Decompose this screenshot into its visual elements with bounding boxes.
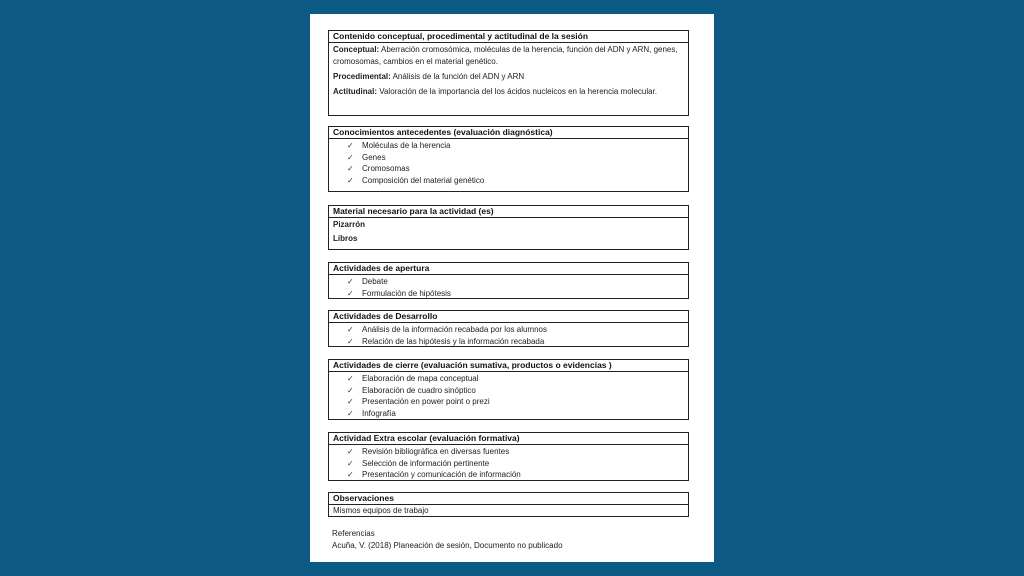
apertura-section bbox=[328, 262, 689, 299]
checkmark-icon: ✓ bbox=[347, 397, 354, 407]
checkmark-icon: ✓ bbox=[347, 164, 354, 174]
list-item: ✓ Elaboración de cuadro sinóptico bbox=[347, 385, 476, 395]
list-item: ✓ Presentación y comunicación de información bbox=[347, 470, 521, 480]
list-item: ✓ Genes bbox=[347, 152, 386, 162]
list-item: ✓ Elaboración de mapa conceptual bbox=[347, 374, 479, 383]
antecedentes-header: Conocimientos antecedentes (evaluación diagnóstica) bbox=[329, 127, 688, 139]
list-item: ✓ Composición del material genético bbox=[347, 175, 485, 185]
observaciones-text: Mismos equipos de trabajo bbox=[333, 506, 429, 515]
list-item: ✓ Moléculas de la herencia bbox=[347, 141, 451, 150]
contenido-header: Contenido conceptual, procedimental y actitudinal de la sesión bbox=[329, 31, 688, 43]
checkmark-icon: ✓ bbox=[347, 175, 354, 185]
desarrollo-section bbox=[328, 310, 689, 347]
references bbox=[332, 528, 563, 552]
list-item: ✓ Análisis de la información recabada por los alumnos bbox=[347, 325, 547, 334]
references-citation: Acuña, V. (2018) Planeación de sesión, Documento no publicado bbox=[332, 541, 563, 550]
contenido-section bbox=[328, 30, 689, 116]
list-item: ✓ Debate bbox=[347, 277, 388, 286]
list-item: ✓ Presentación en power point o prezi bbox=[347, 397, 490, 407]
material-item: Libros bbox=[333, 234, 358, 243]
list-item: ✓ Cromosomas bbox=[347, 164, 410, 174]
material-item: Pizarrón bbox=[333, 220, 366, 229]
procedimental-text: Análisis de la función del ADN y ARN bbox=[390, 72, 525, 81]
list-item: ✓ Selección de información pertinente bbox=[347, 458, 490, 468]
conceptual-text: Aberración cromosómica, moléculas de la herencia, función del ADN y ARN, genes, cromosomas, cambios en el material genético. bbox=[333, 45, 678, 66]
checkmark-icon: ✓ bbox=[347, 336, 354, 346]
list-item: ✓ Relación de las hipótesis y la información recabada bbox=[347, 336, 545, 346]
list-item: ✓ Formulación de hipótesis bbox=[347, 288, 451, 298]
references-title: Referencias bbox=[332, 529, 375, 538]
observaciones-header: Observaciones bbox=[329, 493, 688, 505]
checkmark-icon: ✓ bbox=[347, 374, 354, 383]
list-item: ✓ Revisión bibliográfica en diversas fuentes bbox=[347, 447, 510, 456]
actitudinal-text: Valoración de la importancia del los ácidos nucleicos en la herencia molecular. bbox=[377, 87, 658, 96]
extra-section bbox=[328, 432, 689, 481]
checkmark-icon: ✓ bbox=[347, 141, 354, 150]
cierre-section bbox=[328, 359, 689, 420]
checkmark-icon: ✓ bbox=[347, 470, 354, 480]
material-section bbox=[328, 205, 689, 250]
checkmark-icon: ✓ bbox=[347, 152, 354, 162]
procedimental-label: Procedimental: bbox=[333, 72, 391, 81]
material-header: Material necesario para la actividad (es) bbox=[329, 206, 688, 218]
apertura-header: Actividades de apertura bbox=[329, 263, 688, 275]
document-page bbox=[310, 14, 714, 562]
list-item: ✓ Infografía bbox=[347, 408, 396, 418]
checkmark-icon: ✓ bbox=[347, 325, 354, 334]
antecedentes-section bbox=[328, 126, 689, 192]
observaciones-section bbox=[328, 492, 689, 517]
checkmark-icon: ✓ bbox=[347, 277, 354, 286]
checkmark-icon: ✓ bbox=[347, 458, 354, 468]
checkmark-icon: ✓ bbox=[347, 385, 354, 395]
actitudinal-label: Actitudinal: bbox=[333, 87, 377, 96]
cierre-header: Actividades de cierre (evaluación sumativa, productos o evidencias ) bbox=[329, 360, 688, 372]
checkmark-icon: ✓ bbox=[347, 408, 354, 418]
extra-header: Actividad Extra escolar (evaluación formativa) bbox=[329, 433, 688, 445]
conceptual-label: Conceptual: bbox=[333, 45, 380, 54]
checkmark-icon: ✓ bbox=[347, 447, 354, 456]
checkmark-icon: ✓ bbox=[347, 288, 354, 298]
desarrollo-header: Actividades de Desarrollo bbox=[329, 311, 688, 323]
